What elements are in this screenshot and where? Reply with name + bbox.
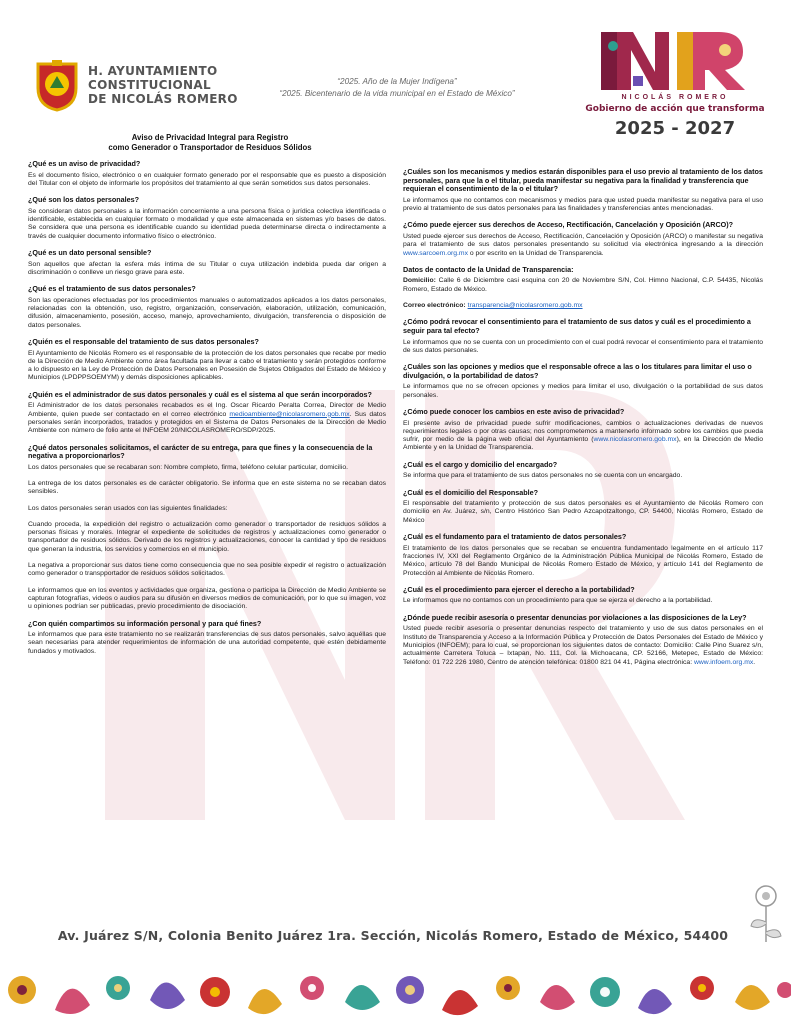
question-heading: ¿Dónde puede recibir asesoría o presentar denuncias por violaciones a las disposiciones de la Ley? — [403, 612, 747, 622]
ayuntamiento-header — [32, 58, 238, 112]
ayuntamiento-name — [88, 64, 238, 106]
brand-years: 2025 - 2027 — [614, 118, 736, 139]
question-heading: ¿Qué es un dato personal sensible? — [28, 247, 152, 257]
municipal-seal-icon — [32, 58, 82, 112]
question-heading: ¿Cuál es el cargo y domicilio del encargado? — [403, 459, 558, 469]
transparency-email-link[interactable]: transparencia@nicolasromero.gob.mx — [467, 302, 583, 310]
answer-paragraph: Se informa que para el tratamiento de sus datos personales no se cuenta con un encargado. — [403, 472, 683, 480]
answer-paragraph: Le informamos que no se cuenta con un procedimiento con el cual podrá revocar el consentimiento para el tratamiento de sus datos personales. — [403, 338, 763, 354]
answer-paragraph: Le informamos que en los eventos y actividades que organiza, gestiona o participa la Dirección de Medio Ambiente se capturan fotografías, videos o audios para su difusión en diversos medios de comunicación, por lo que su imagen, voz u opiniones podrían ser publicadas, previo procedimiento de disociación. — [28, 586, 386, 611]
question-heading: ¿Cómo puede ejercer sus derechos de Acceso, Rectificación, Cancelación y Oposición (ARCO)? — [403, 220, 734, 230]
title-line-2: como Generador o Transportador de Residuos Sólidos — [108, 143, 312, 152]
question-heading: ¿Quién es el administrador de sus datos personales y cuál es el sistema al que serán incorporados? — [28, 389, 372, 399]
question-heading: ¿Cuál es el domicilio del Responsable? — [403, 487, 538, 497]
question-heading: ¿Cómo puede conocer los cambios en este aviso de privacidad? — [403, 406, 625, 416]
infoem-link[interactable]: www.infoem.org.mx — [693, 658, 754, 666]
question-heading: ¿Qué es un aviso de privacidad? — [28, 159, 141, 168]
motto-2: “2025. Bicentenario de la vida municipal en el Estado de México” — [279, 89, 515, 98]
footer-address: Av. Juárez S/N, Colonia Benito Juárez 1ra. Sección, Nicolás Romero, Estado de México, 54400 — [57, 928, 729, 943]
answer-text: . Sus datos personales serán incorporados, tratados y protegidos en el Sistema de Datos Personales de la Dirección de Medio Ambiente con número de folio ante el INFOEM 20/NICOLASROMERO/SDP/2025. — [28, 410, 386, 435]
document-title — [100, 133, 320, 153]
left-column — [28, 160, 386, 664]
motto-1: “2025. Año de la Mujer Indígena” — [337, 77, 457, 86]
answer-paragraph: Es el documento físico, electrónico o en cualquier formato generado por el responsable que es puesto a disposición del Titular con el objeto de informarle los propósitos del tratamiento al que serán sometidos sus datos personales. — [28, 171, 386, 187]
answer-paragraph: Son aquellos que afectan la esfera más íntima de su Titular o cuya utilización indebida pueda dar origen a discriminación o conlleve un riesgo grave para este. — [28, 260, 386, 276]
year-mottos — [232, 76, 562, 100]
answer-paragraph: El Ayuntamiento de Nicolás Romero es el responsable de la protección de los datos personales que recabe por medio de la Dirección de Medio Ambiente como área facultada para llevar a cabo el tratamiento y serán protegidos conforme a lo dispuesto en la Ley de Protección de Datos Personales en Posesión de Sujetos Obligados del Estado de México y Municipios (LPDPPSOEMYM) y demás disposiciones aplicables. — [28, 349, 386, 382]
ayuntamiento-line: CONSTITUCIONAL — [88, 78, 211, 92]
ayuntamiento-line: DE NICOLÁS ROMERO — [88, 92, 238, 106]
question-heading: ¿Qué datos personales solicitamos, el carácter de su entrega, para que fines y la consecuencia de la negativa a proporcionarlos? — [28, 442, 373, 461]
answer-text: . — [753, 658, 756, 666]
nr-logo-icon — [593, 28, 755, 92]
answer-paragraph: Cuando proceda, la expedición del registro o actualización como generador o transportador de residuos sólidos a personas físicas y morales. Integrar el expediente de solicitudes de registros y actualizaciones como generador o transportador de residuos sólidos. Derivado de los registros y actualizaciones, conocer la cantidad y tipo de residuos que generan la industria, los servicios y comercios en el municipio. — [28, 520, 386, 553]
question-heading: ¿Qué es el tratamiento de sus datos personales? — [28, 284, 196, 294]
answer-paragraph — [28, 402, 386, 435]
answer-paragraph: Le informamos que no contamos con un procedimiento para que se ejerza el derecho a la portabilidad. — [403, 597, 713, 605]
question-heading: ¿Cómo podrá revocar el consentimiento para el tratamiento de sus datos y cuál es el procedimiento a seguir para tal efecto? — [403, 317, 751, 335]
answer-paragraph: Los datos personales que se recabaran son: Nombre completo, firma, teléfono celular particular, domicilio. — [28, 463, 348, 471]
title-line-1: Aviso de Privacidad Integral para Registro — [131, 133, 289, 142]
answer-paragraph — [403, 420, 763, 453]
domicilio-label: Domicilio: — [403, 277, 436, 285]
answer-paragraph: Se consideran datos personales a la información concerniente a una persona física o jurídica colectiva identificada o identificable, establecida en cualquier formato o modalidad y que este almacenada en sistemas y/o bases de datos. Se considera que una persona es identificable cuando su identidad pueda determinarse directa o indirectamente a través de cualquier documento informativo físico o electrónico. — [28, 207, 386, 240]
answer-paragraph: Le informamos que no se ofrecen opciones y medios para limitar el uso, divulgación o la portabilidad de sus datos personales. — [403, 383, 763, 399]
email-label: Correo electrónico: — [403, 302, 466, 310]
flower-pattern — [8, 976, 791, 1015]
answer-text: o por escrito en la Unidad de Transparencia. — [469, 249, 604, 257]
brand-name: NICOLÁS ROMERO — [621, 94, 729, 101]
question-heading: ¿Qué son los datos personales? — [28, 195, 140, 205]
question-heading: ¿Con quién compartimos su información personal y para qué fines? — [28, 618, 262, 628]
contact-email — [403, 302, 763, 310]
answer-text: El Administrador de los datos personales recabados es el Ing. Oscar Ricardo Peralta Correa, Director de Medio Ambiente, quien puede ser contactado en el correo electrónico — [28, 402, 386, 418]
question-heading: ¿Quién es el responsable del tratamiento de sus datos personales? — [28, 336, 259, 346]
question-heading: ¿Cuál es el procedimiento para ejercer el derecho a la portabilidad? — [403, 584, 635, 594]
answer-paragraph — [403, 625, 763, 666]
answer-paragraph: Los datos personales seran usados con las siguientes finalidades: — [28, 504, 228, 512]
answer-text: El presente aviso de privacidad puede sufrir modificaciones, cambios o actualizaciones derivadas de nuevos requerimientos legales o por otras causas; nos comprometemos a mantenerlo informado sobre los cambios que pueda sufrir, por medio de la página web oficial del Ayuntamiento ( — [403, 419, 763, 444]
decorative-flower-band — [0, 960, 791, 1024]
answer-paragraph — [403, 233, 763, 258]
answer-paragraph: El responsable del tratamiento y protección de sus datos personales es el Ayuntamiento de Nicolás Romero con domicilio en Av. Juárez, s/n, Centro Histórico San Pedro Azcapotzaltongo, CP. 54400, Nicolás Romero, Estado de México — [403, 500, 763, 524]
answer-text: ), en la Dirección de Medio Ambiente y en la Unidad de Transparencia. — [403, 436, 763, 452]
admin-email-link[interactable]: medioambiente@nicolasromero.gob.mx — [229, 410, 350, 418]
domicilio-text: Calle 6 de Diciembre casi esquina con 20 de Noviembre S/N, Col. Himno Nacional, C.P. 54435, Nicolás Romero, Estado de México. — [403, 277, 763, 293]
question-heading: ¿Cuál es el fundamento para el tratamiento de datos personales? — [403, 532, 627, 542]
contact-heading: Datos de contacto de la Unidad de Transparencia: — [403, 264, 574, 274]
answer-paragraph: El tratamiento de los datos personales que se recaban se encuentra fundamentado legalmente en el artículo 117 fracciones IV, XXI del Reglamento Orgánico de la Administración Pública Municipal de Nicolás Romero, Estado de México, artículo 78 del Bando Municipal de Nicolás Romero Estado de México, y artículo 141 del Reglamento de Protección al Ambiente de Nicolás Romero. — [403, 544, 763, 577]
answer-paragraph: Le informamos que para este tratamiento no se realizarán transferencias de sus datos personales, salvo aquéllas que sean necesarias para atender requerimientos de información de una autoridad competente, que estén debidamente fundados y motivados. — [28, 631, 386, 655]
contact-domicilio — [403, 277, 763, 294]
municipal-website-link[interactable]: www.nicolasromero.gob.mx — [593, 436, 677, 444]
question-heading: ¿Cuáles son las opciones y medios que el responsable ofrece a las o los titulares para limitar el uso o divulgación, o la portabilidad de datos? — [403, 362, 752, 380]
answer-paragraph: La entrega de los datos personales es de carácter obligatorio. Se informa que en este sistema no se recaban datos sensibles. — [28, 479, 386, 496]
right-column — [403, 168, 763, 675]
answer-paragraph: La negativa a proporcionar sus datos tiene como consecuencia que no sea posible expedir el registro o actualización como generador o transpportador de residuos sólidos solicitados. — [28, 562, 386, 578]
answer-paragraph: Le informamos que no contamos con mecanismos y medios para que usted pueda manifestar su negativa para el uso previo al tratamiento de sus datos personales para las finalidades y transferencias antes mencionadas. — [403, 196, 763, 213]
sarcoem-link[interactable]: www.sarcoem.org.mx — [403, 249, 468, 257]
answer-text: Usted puede ejercer sus derechos de Acceso, Rectificación, Cancelación y Oposición (ARCO) o manifestar su negativa para el tratamiento de sus datos personales presentando su solicitud vía electrónica ingresando a la dirección — [403, 232, 763, 249]
government-brand-logo — [585, 28, 765, 160]
question-heading: ¿Cuáles son los mecanismos y medios estarán disponibles para el uso previo al tratamiento de los datos personales, para que la o el titular, pueda manifestar su negativa para la finalidad y transferencia que requieran el consentimiento de la o el titular? — [403, 167, 763, 194]
answer-paragraph: Son las operaciones efectuadas por los procedimientos manuales o automatizados aplicados a los datos personales, relacionadas con la obtención, uso, registro, organización, conservación, elaboración, utilización, comunicación, difusión, almacenamiento, posesión, acceso, manejo, aprovechamiento, divulgación, transferencia o disposición de datos personales. — [28, 296, 386, 329]
brand-slogan: Gobierno de acción que transforma — [585, 104, 765, 114]
ayuntamiento-line: H. AYUNTAMIENTO — [88, 64, 218, 78]
answer-text: Usted puede recibir asesoría o presentar denuncias respecto del tratamiento y uso de sus datos personales en el Instituto de Transparencia y Acceso a la Información Pública y Protección de Datos Personales del Estado de México y Municipios (INFOEM); para lo cual, se proporcionan los siguientes datos de contacto: Domicilio: Calle Pino Suarez s/n, actualmente Carretera Toluca – Ixtapan, No. 111, Col. la Michoacana, CP. 52166, Metepec, Estado de México: Teléfono: 01 722 226 1980, Centro de atención telefónica: 01800 821 04 41, Página electrónica: — [403, 625, 763, 666]
